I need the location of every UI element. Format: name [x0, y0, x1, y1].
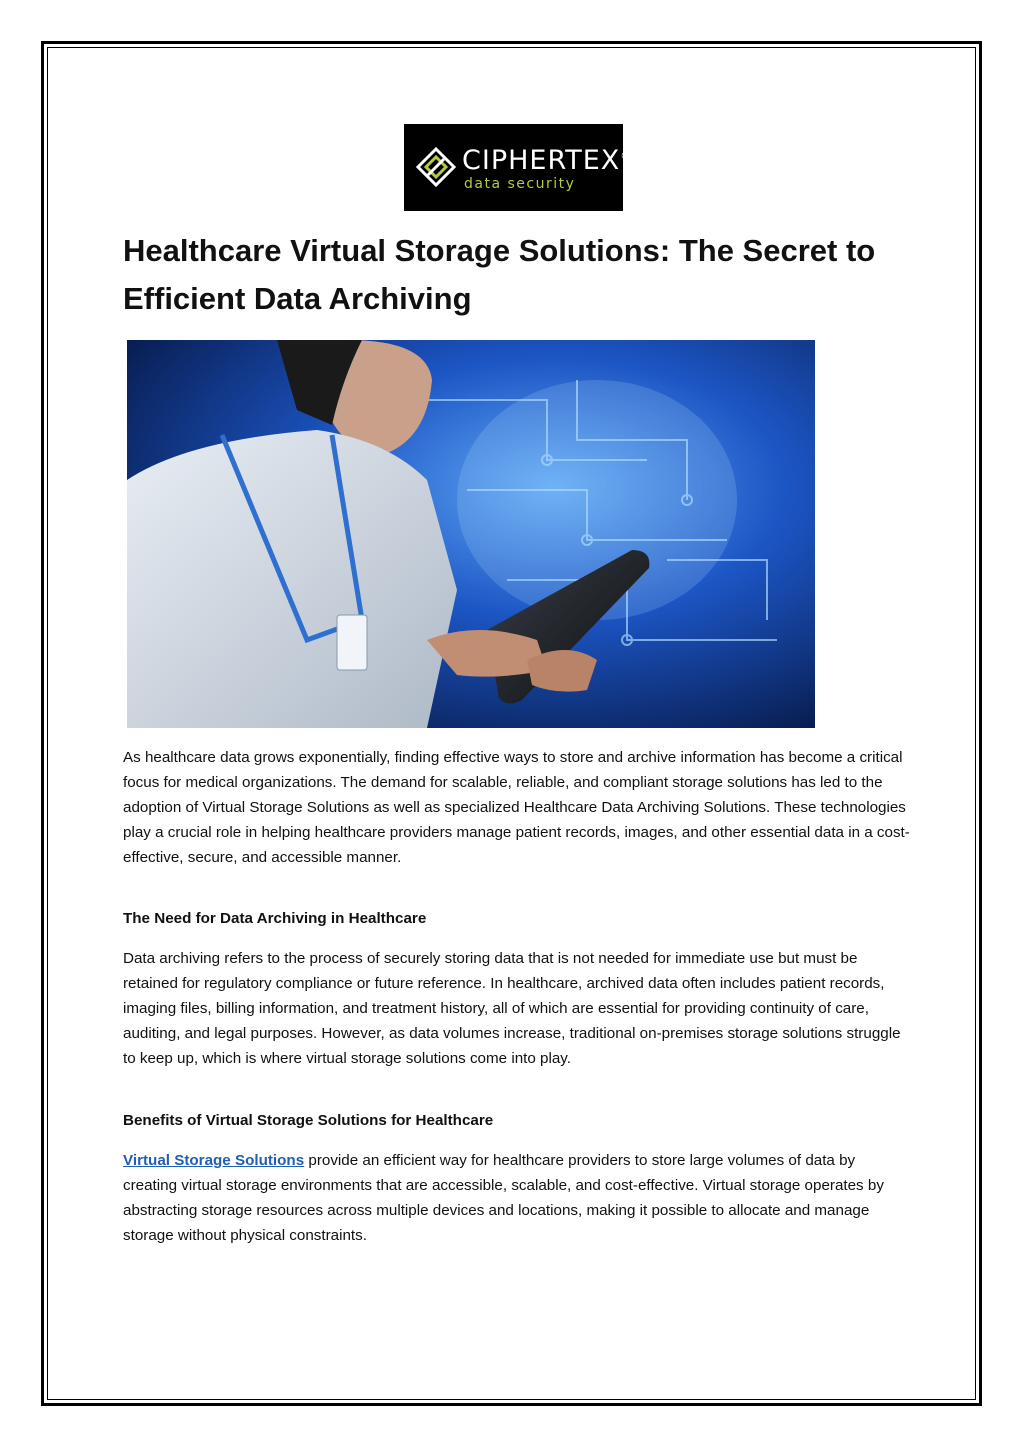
section-paragraph-need-for-archiving: Data archiving refers to the process of securely storing data that is not needed for immediate use but must be retained for regulatory compliance or future reference. In healthcare, archived data often includes patient records, imaging files, billing information, and treatment history, all of which are essential for providing continuity of care, auditing, and legal purposes. However, as data volumes increase, traditional on-premises storage solutions struggle to keep up, which is where virtual storage solutions come into play. — [123, 950, 901, 1067]
logo-brand-name: CIPHERTEX® — [462, 145, 632, 176]
section-paragraph-benefits — [123, 1148, 913, 1248]
section-heading-need-for-archiving: The Need for Data Archiving in Healthcare — [123, 910, 427, 927]
diamond-logo-icon — [414, 146, 458, 190]
benefits-paragraph-text: provide an efficient way for healthcare providers to store large volumes of data by creating virtual storage environments that are accessible, scalable, and cost-effective. Virtual storage operates by abstracting storage resources across multiple devices and locations, making it possible to allocate and manage storage without physical constraints. — [123, 1152, 884, 1244]
hero-image — [127, 340, 815, 728]
ciphertex-logo — [404, 124, 632, 211]
section-heading-benefits: Benefits of Virtual Storage Solutions for Healthcare — [123, 1112, 494, 1129]
article-title: Healthcare Virtual Storage Solutions: The Secret to Efficient Data Archiving — [123, 233, 876, 316]
virtual-storage-solutions-link[interactable]: Virtual Storage Solutions — [123, 1152, 305, 1169]
logo-tagline: data security — [464, 176, 576, 192]
intro-paragraph: As healthcare data grows exponentially, finding effective ways to store and archive information has become a critical focus for medical organizations. The demand for scalable, reliable, and compliant storage solutions has led to the adoption of Virtual Storage Solutions as well as specialized Healthcare Data Archiving Solutions. These technologies play a crucial role in helping healthcare providers manage patient records, images, and other essential data in a cost-effective, secure, and accessible manner. — [123, 749, 910, 866]
